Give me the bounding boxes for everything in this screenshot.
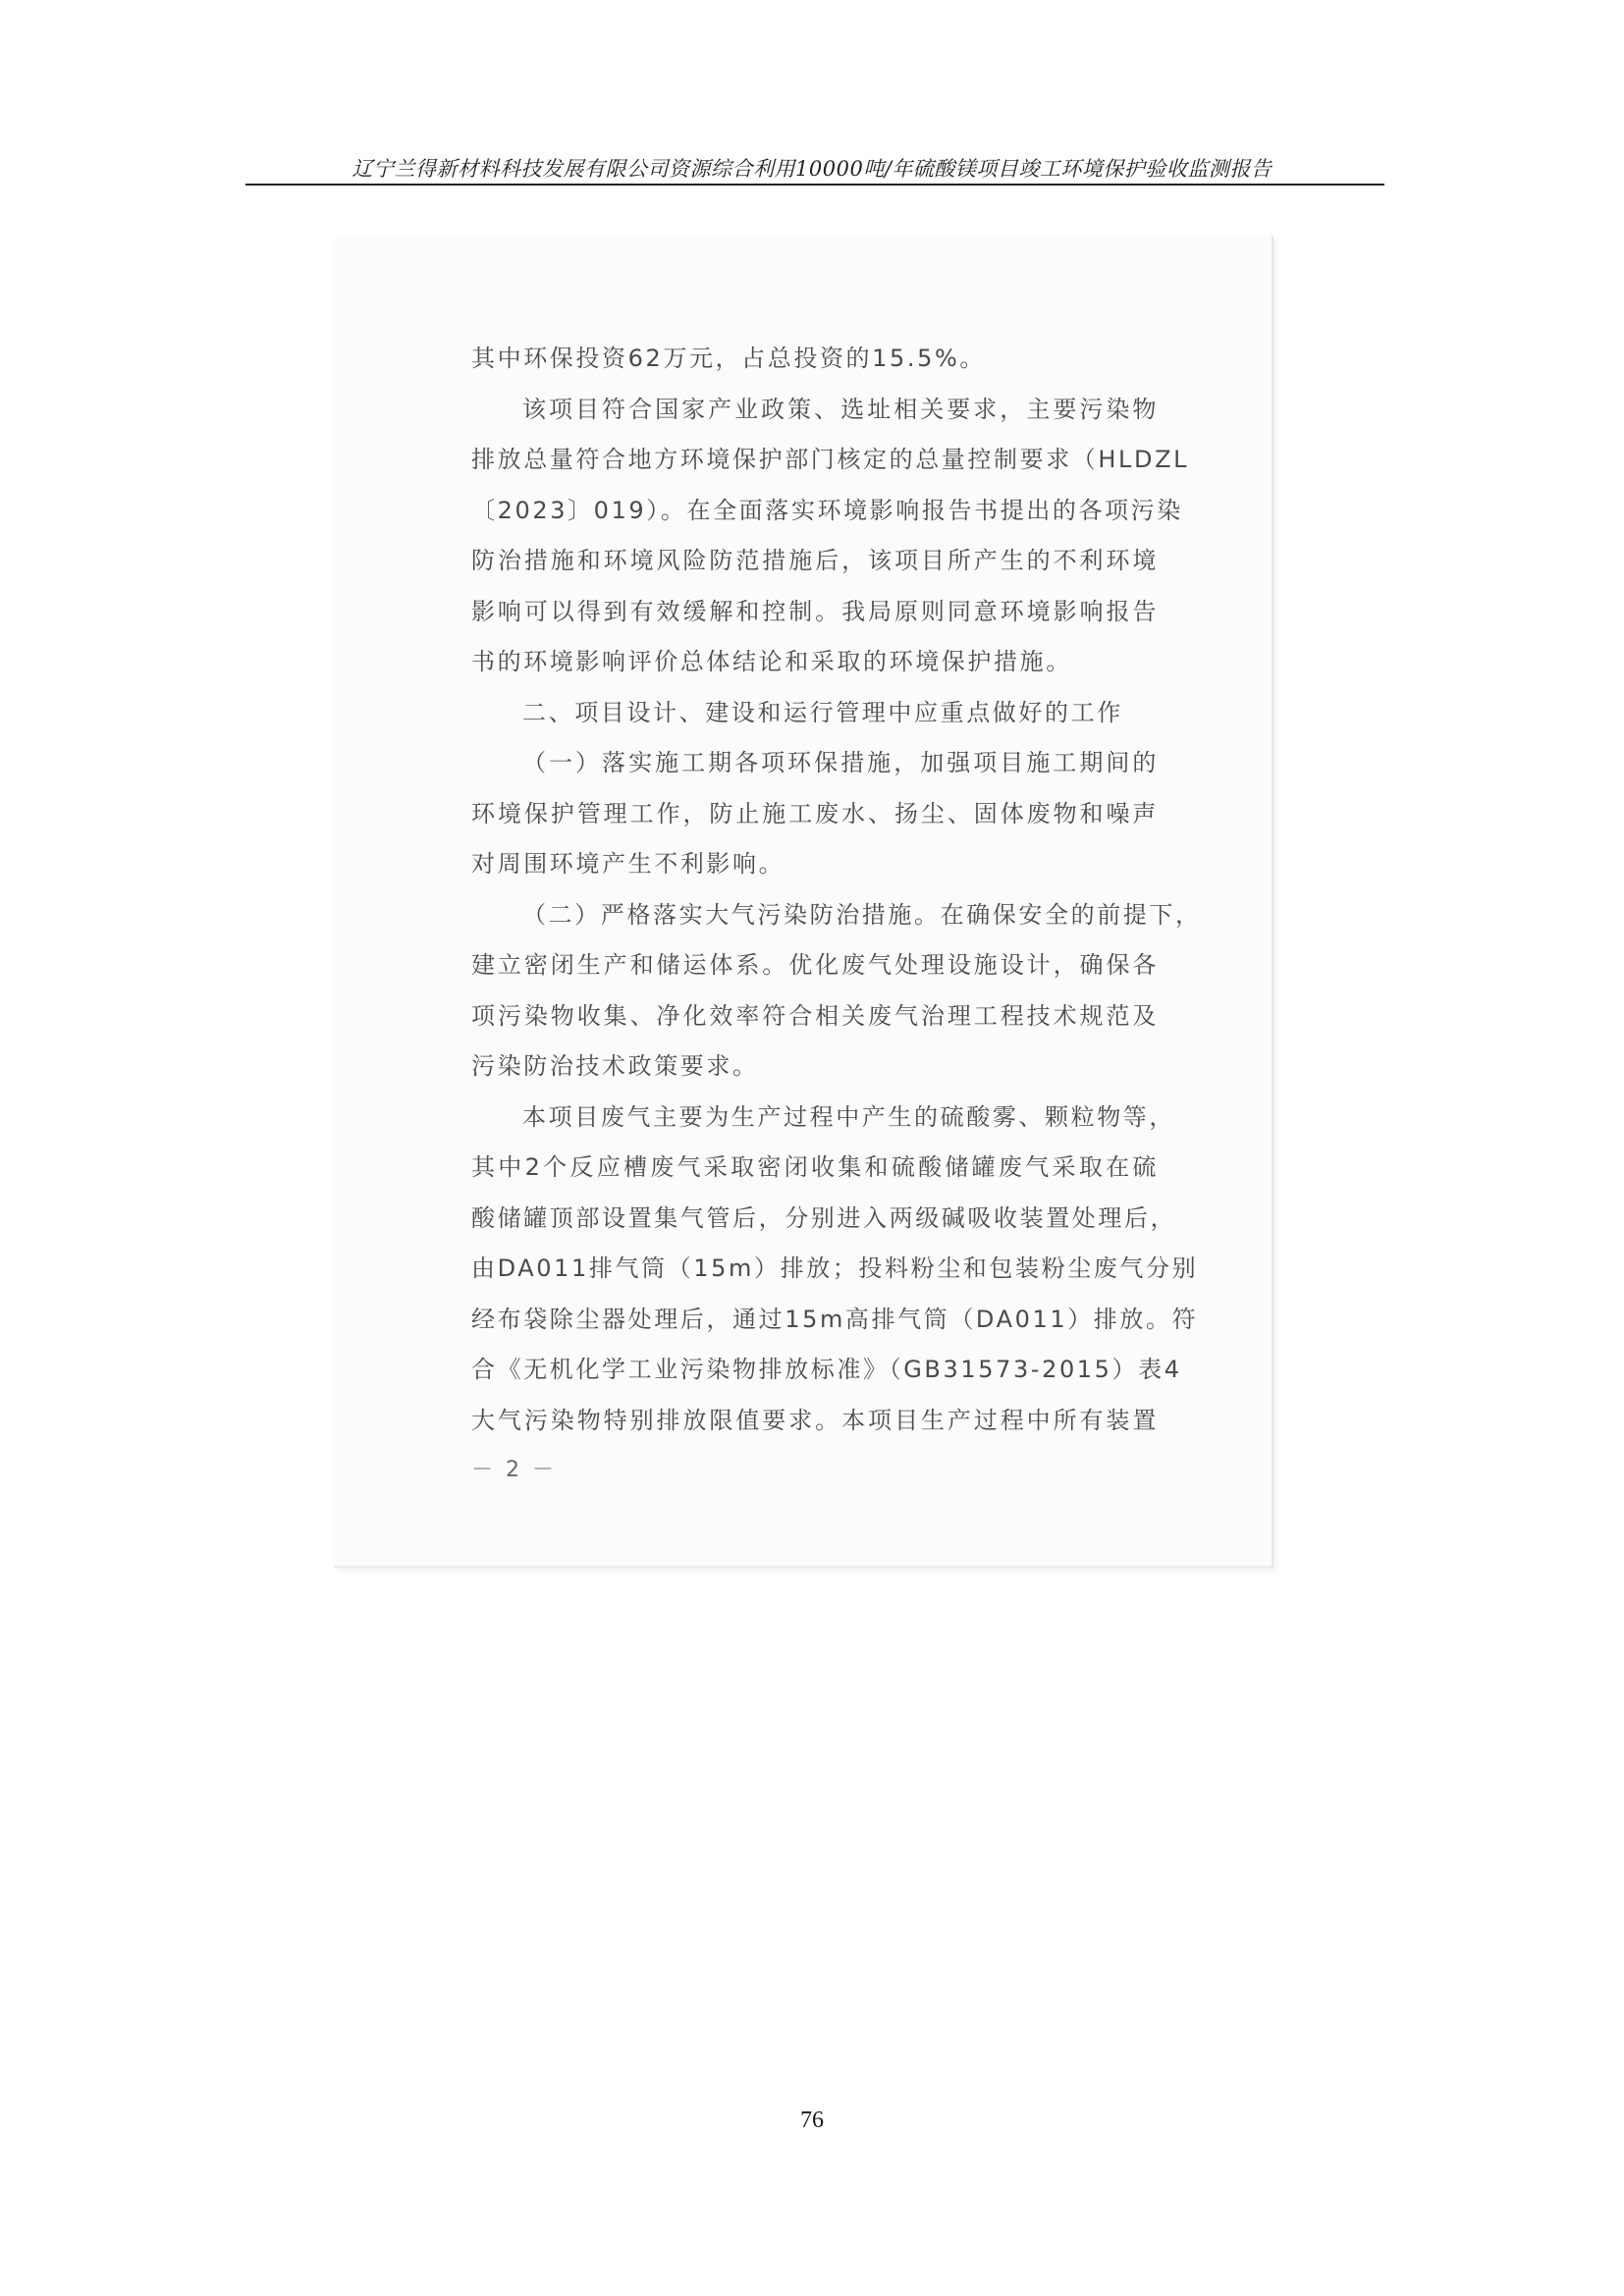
text-line: 书的环境影响评价总体结论和采取的环境保护措施。 — [471, 648, 1072, 675]
text-line: 其中2个反应槽废气采取密闭收集和硫酸储罐废气采取在硫 — [471, 1153, 1159, 1181]
text-line: 合《无机化学工业污染物排放标准》（GB31573-2015）表4 — [471, 1356, 1182, 1383]
scanned-text-block — [471, 334, 1202, 1446]
text-line: 对周围环境产生不利影响。 — [471, 850, 785, 878]
section-heading: 二、项目设计、建设和运行管理中应重点做好的工作 — [522, 698, 1123, 726]
page-number: 76 — [800, 2108, 824, 2133]
scanned-document-page — [334, 236, 1273, 1568]
text-line: 防治措施和环境风险防范措施后，该项目所产生的不利环境 — [471, 547, 1159, 574]
text-line: 污染防治技术政策要求。 — [471, 1052, 759, 1080]
header-divider — [245, 184, 1384, 186]
text-line: 大气污染物特别排放限值要求。本项目生产过程中所有装置 — [471, 1406, 1159, 1434]
text-line: 项污染物收集、净化效率符合相关废气治理工程技术规范及 — [471, 1001, 1159, 1030]
text-line: 酸储罐顶部设置集气管后，分别进入两级碱吸收装置处理后， — [471, 1203, 1177, 1232]
scanned-page-number: － 2 － — [471, 1458, 557, 1482]
text-line: 经布袋除尘器处理后，通过15m高排气筒（DA011）排放。符 — [471, 1305, 1199, 1333]
text-line: 环境保护管理工作，防止施工废水、扬尘、固体废物和噪声 — [471, 799, 1159, 828]
report-header-title: 辽宁兰得新材料科技发展有限公司资源综合利用10000吨/年硫酸镁项目竣工环境保护验收监测报告 — [352, 157, 1272, 181]
text-line: 该项目符合国家产业政策、选址相关要求，主要污染物 — [522, 395, 1159, 423]
text-line: 本项目废气主要为生产过程中产生的硫酸雾、颗粒物等， — [522, 1102, 1175, 1131]
text-line: 建立密闭生产和储运体系。优化废气处理设施设计，确保各 — [471, 951, 1159, 979]
text-line: （二）严格落实大气污染防治措施。在确保安全的前提下， — [522, 900, 1202, 929]
text-line: 排放总量符合地方环境保护部门核定的总量控制要求（HLDZL — [471, 446, 1190, 473]
text-line: （一）落实施工期各项环保措施，加强项目施工期间的 — [522, 749, 1159, 776]
text-line: 影响可以得到有效缓解和控制。我局原则同意环境影响报告 — [471, 597, 1159, 625]
text-line: 其中环保投资62万元，占总投资的15.5%。 — [471, 345, 986, 372]
text-line: 由DA011排气筒（15m）排放；投料粉尘和包装粉尘废气分别 — [471, 1255, 1199, 1282]
text-line: 〔2023〕019）。在全面落实环境影响报告书提出的各项污染 — [471, 496, 1183, 524]
